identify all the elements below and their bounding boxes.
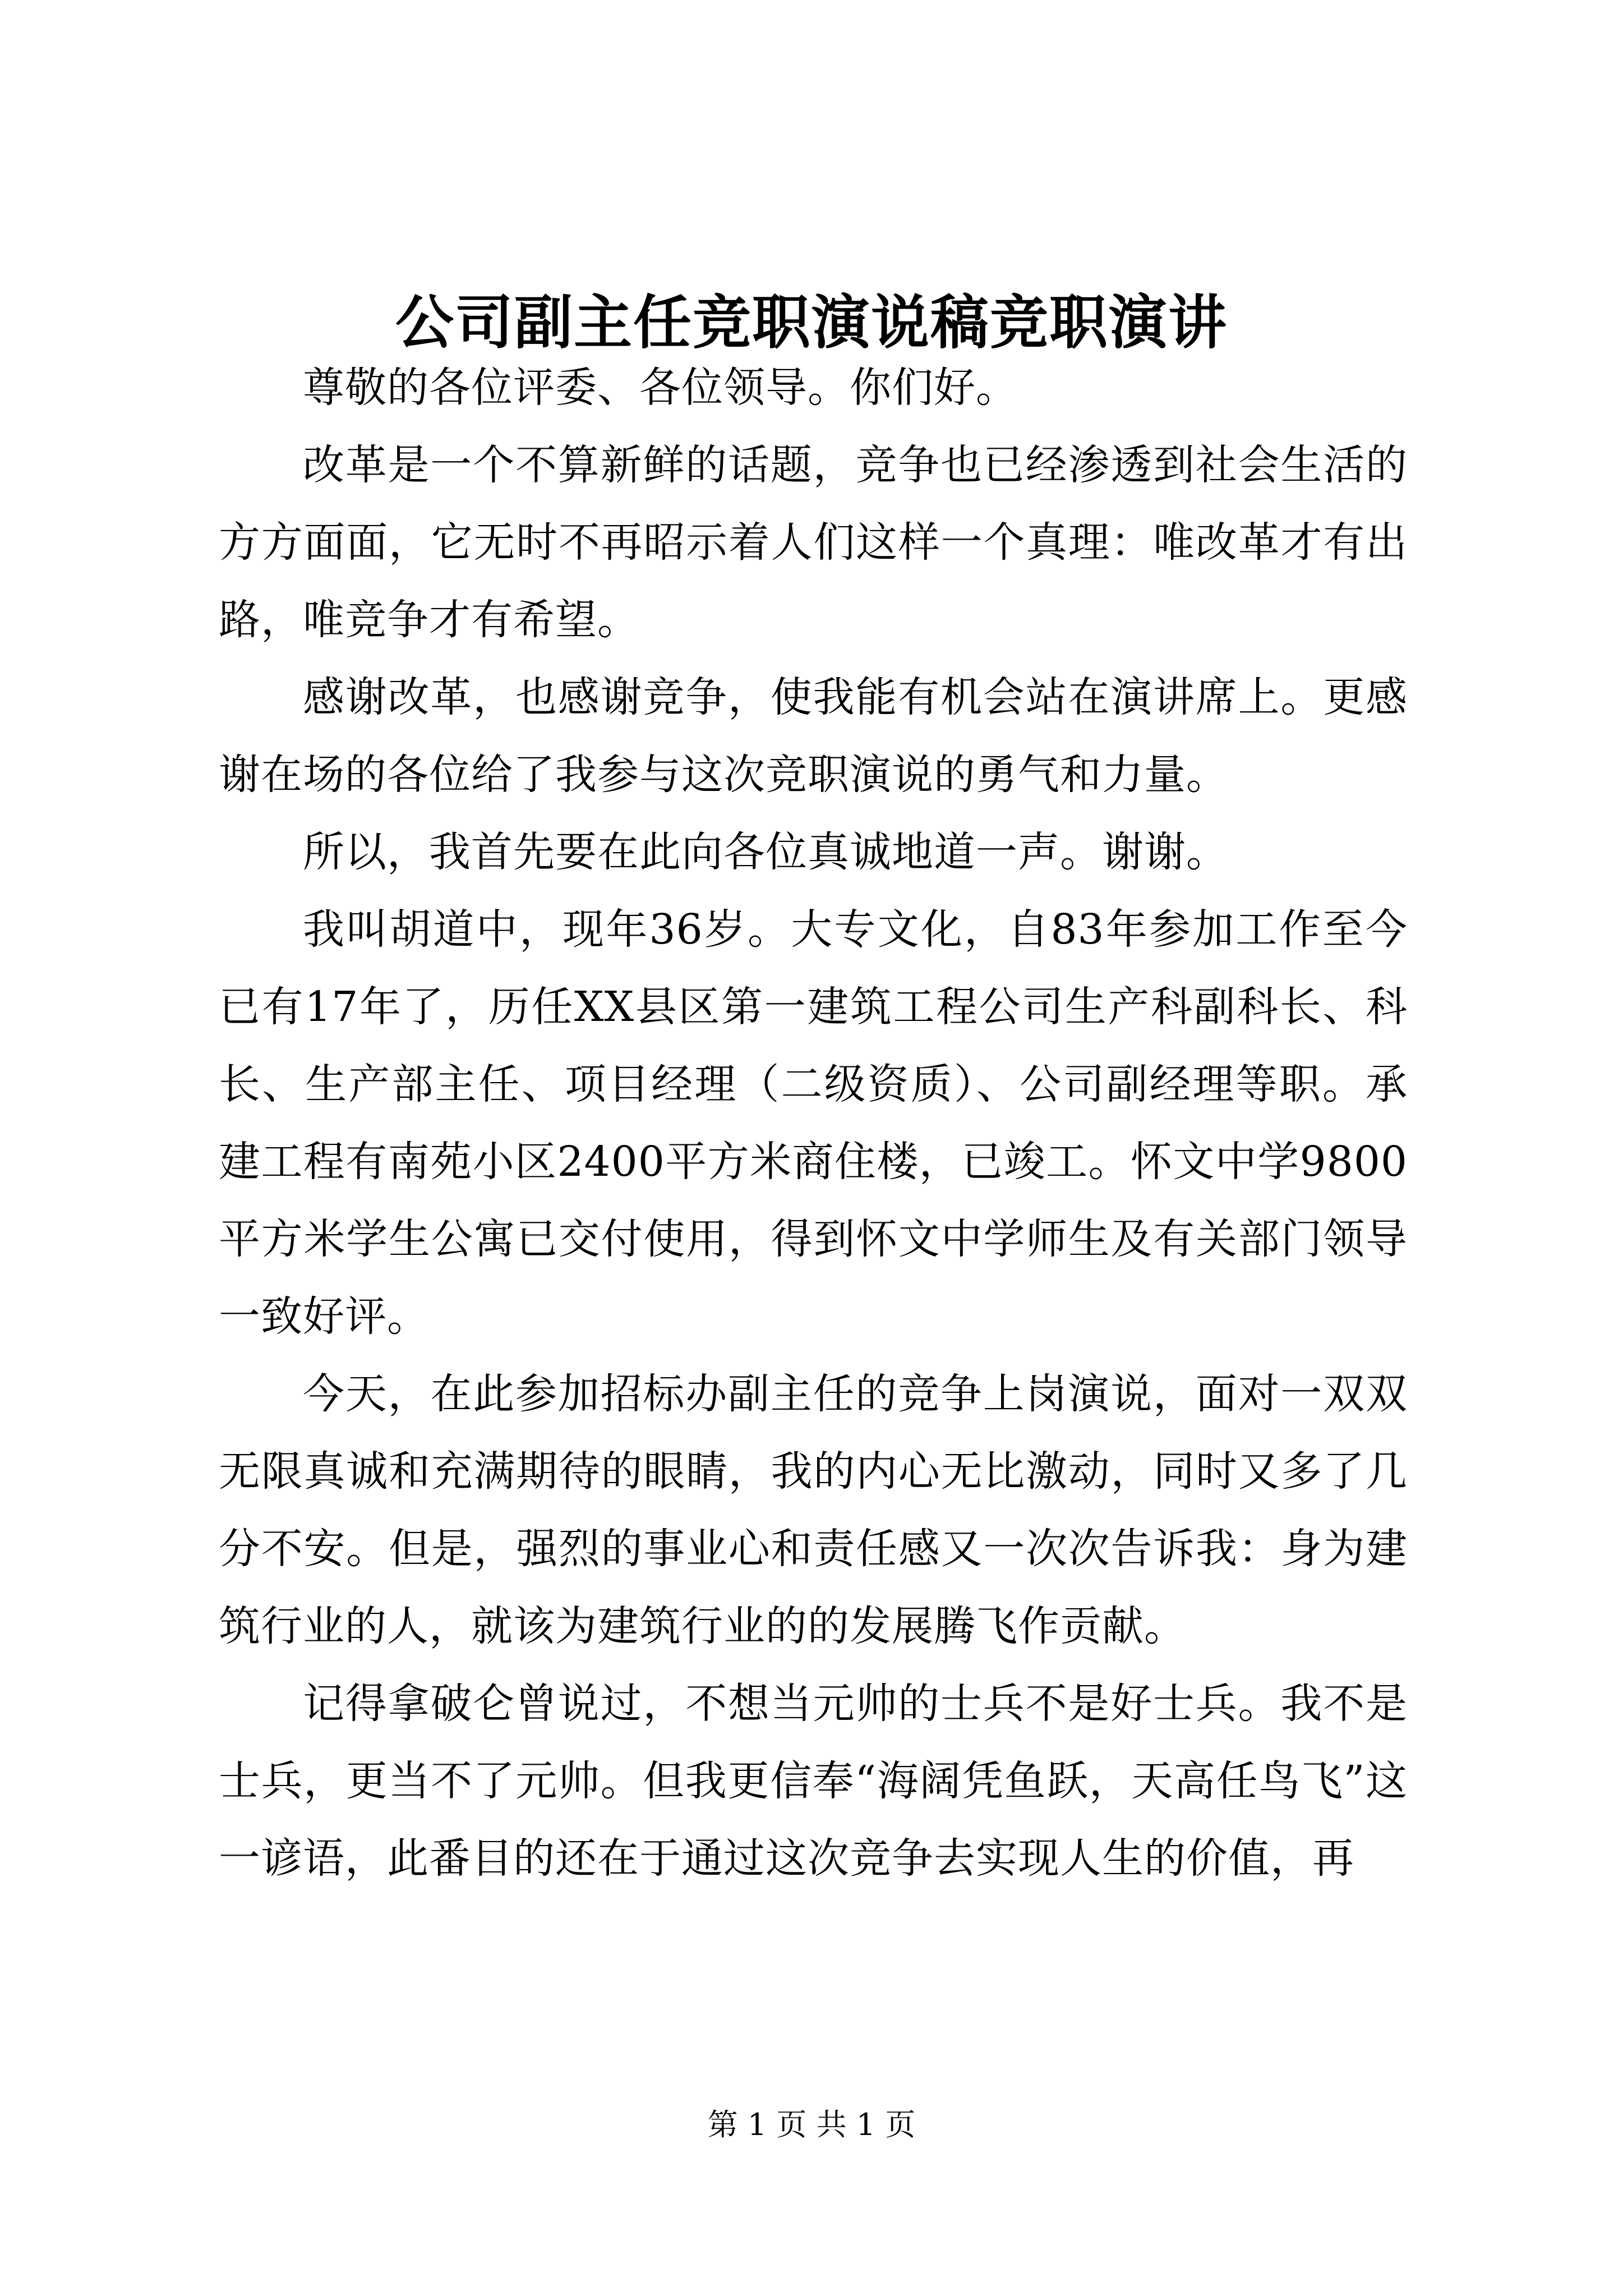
paragraph-greeting: 尊敬的各位评委、各位领导。你们好。 (303, 364, 1018, 412)
document-body (219, 349, 1408, 1897)
paragraph-gratitude: 所以，我首先要在此向各位真诚地道一声。谢谢。 (303, 828, 1228, 876)
paragraph-napoleon: 记得拿破仑曾说过，不想当元帅的士兵不是好士兵。我不是士兵，更当不了元帅。但我更信奉“海阔凭鱼跃，天高任鸟飞”这一谚语，此番目的还在于通过这次竞争去实现人生的价值，再 (219, 1680, 1408, 1883)
document-title: 公司副主任竞职演说稿竞职演讲 (395, 288, 1228, 357)
paragraph-introduction: 我叫胡道中，现年36岁。大专文化，自83年参加工作至今已有17年了，历任XX县区第一建筑工程公司生产科副科长、科长、生产部主任、项目经理（二级资质）、公司副经理等职。承建工程有南苑小区2400平方米商住楼，已竣工。怀文中学9800平方米学生公寓已交付使用，得到怀文中学师生及有关部门领导一致好评。 (219, 905, 1408, 1341)
paragraph-thanks: 感谢改革，也感谢竞争，使我能有机会站在演讲席上。更感谢在场的各位给了我参与这次竞职演说的勇气和力量。 (219, 673, 1408, 799)
paragraph-today: 今天，在此参加招标办副主任的竞争上岗演说，面对一双双无限真诚和充满期待的眼睛，我的内心无比激动，同时又多了几分不安。但是，强烈的事业心和责任感又一次次告诉我：身为建筑行业的人，就该为建筑行业的的发展腾飞作贡献。 (219, 1370, 1408, 1650)
paragraph-reform: 改革是一个不算新鲜的话题，竞争也已经渗透到社会生活的方方面面，它无时不再昭示着人们这样一个真理：唯改革才有出路，唯竞争才有希望。 (219, 441, 1408, 644)
page-footer: 第 1 页 共 1 页 (707, 2107, 916, 2142)
